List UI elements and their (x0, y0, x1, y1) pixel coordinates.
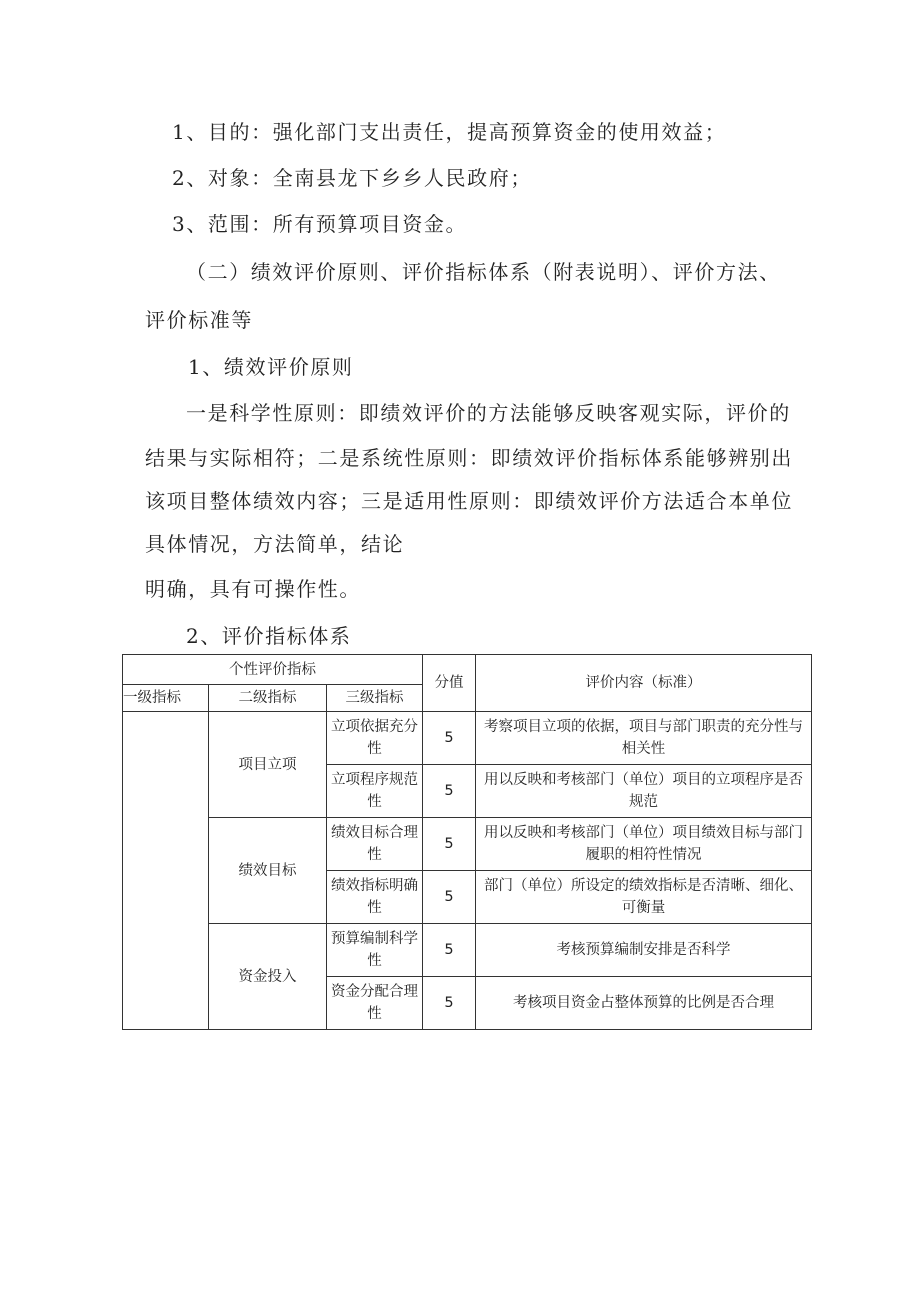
level3-cell: 资金分配合理性 (327, 977, 423, 1030)
level1-cell (123, 712, 209, 1030)
score-cell: 5 (423, 871, 476, 924)
principle-text-2: 结果与实际相符；二是系统性原则：即绩效评价指标体系能够辨别出 (145, 446, 793, 470)
content-cell: 用以反映和考核部门（单位）项目的立项程序是否规范 (476, 765, 812, 818)
section-two-heading-cont: 评价标准等 (145, 308, 253, 332)
score-cell: 5 (423, 712, 476, 765)
header-group-cell: 个性评价指标 (123, 655, 423, 685)
content-cell: 部门（单位）所设定的绩效指标是否清晰、细化、可衡量 (476, 871, 812, 924)
purpose-line: 1、目的：强化部门支出责任，提高预算资金的使用效益； (172, 120, 727, 144)
score-cell: 5 (423, 924, 476, 977)
table-row (123, 924, 812, 977)
level3-cell: 立项依据充分性 (327, 712, 423, 765)
principle-text-5: 明确，具有可操作性。 (145, 577, 361, 601)
target-line: 2、对象：全南县龙下乡乡人民政府； (172, 166, 532, 190)
score-cell: 5 (423, 818, 476, 871)
header-level2-cell: 二级指标 (209, 685, 327, 712)
level3-cell: 绩效目标合理性 (327, 818, 423, 871)
content-cell: 考核预算编制安排是否科学 (476, 924, 812, 977)
table-row (123, 712, 812, 765)
level2-cell: 绩效目标 (209, 818, 327, 924)
level2-cell: 资金投入 (209, 924, 327, 1030)
content-cell: 考核项目资金占整体预算的比例是否合理 (476, 977, 812, 1030)
content-cell: 用以反映和考核部门（单位）项目绩效目标与部门履职的相符性情况 (476, 818, 812, 871)
level3-cell: 预算编制科学性 (327, 924, 423, 977)
table-row (123, 818, 812, 871)
principle-text-1: 一是科学性原则：即绩效评价的方法能够反映客观实际，评价的 (186, 401, 791, 425)
score-cell: 5 (423, 977, 476, 1030)
principle-text-3: 该项目整体绩效内容；三是适用性原则：即绩效评价方法适合本单位 (145, 489, 793, 513)
score-cell: 5 (423, 765, 476, 818)
table-header-row-1 (123, 655, 812, 685)
header-level1-cell: 一级指标 (123, 685, 209, 712)
level2-cell: 项目立项 (209, 712, 327, 818)
scope-line: 3、范围：所有预算项目资金。 (172, 212, 468, 236)
indicator-heading: 2、评价指标体系 (186, 624, 352, 648)
level3-cell: 绩效指标明确性 (327, 871, 423, 924)
content-cell: 考察项目立项的依据，项目与部门职责的充分性与相关性 (476, 712, 812, 765)
level3-cell: 立项程序规范性 (327, 765, 423, 818)
principle-text-4: 具体情况，方法简单，结论 (145, 532, 405, 556)
indicator-table (122, 654, 812, 1030)
header-level3-cell: 三级指标 (327, 685, 423, 712)
header-content-cell: 评价内容（标准） (476, 655, 812, 712)
principle-heading: 1、绩效评价原则 (188, 355, 354, 379)
section-two-heading: （二）绩效评价原则、评价指标体系（附表说明）、评价方法、 (186, 260, 781, 284)
header-score-cell: 分值 (423, 655, 476, 712)
